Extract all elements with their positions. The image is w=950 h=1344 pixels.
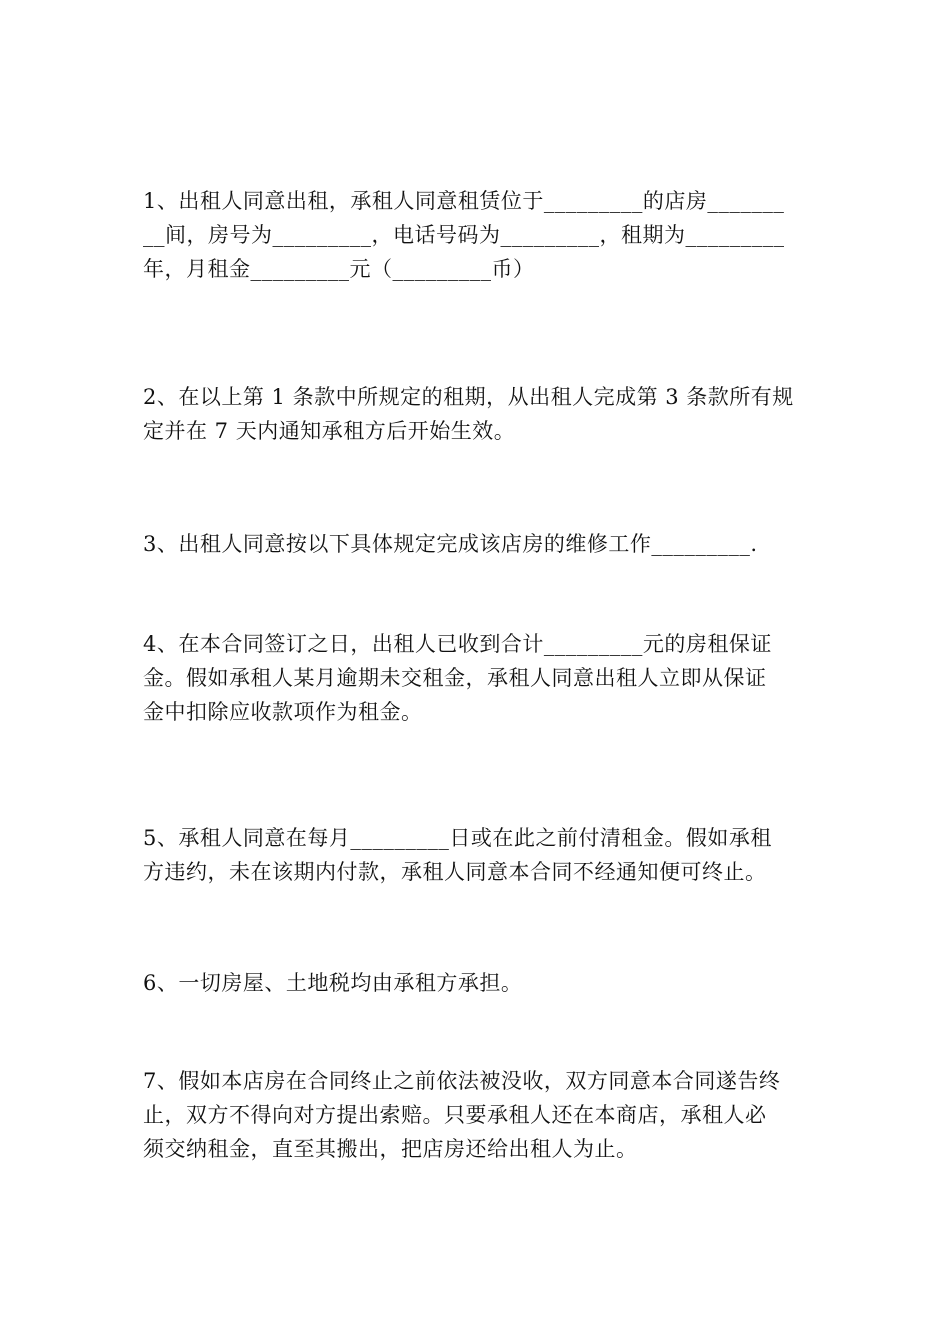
clause-3-line-1: 3、出租人同意按以下具体规定完成该店房的维修工作_________. <box>143 532 758 556</box>
clause-2-line-2: 定并在 7 天内通知承租方后开始生效。 <box>143 419 516 443</box>
clause-7-line-2: 止，双方不得向对方提出索赔。只要承租人还在本商店，承租人必 <box>143 1103 767 1127</box>
clause-6 <box>143 960 522 1006</box>
clause-5-line-1: 5、承租人同意在每月_________日或在此之前付清租金。假如承租 <box>143 826 772 850</box>
clause-6-line-1: 6、一切房屋、土地税均由承租方承担。 <box>143 971 523 995</box>
clause-5 <box>143 815 772 895</box>
clause-2-line-1: 2、在以上第 1 条款中所规定的租期，从出租人完成第 3 条款所有规 <box>143 385 794 409</box>
clause-7-line-1: 7、假如本店房在合同终止之前依法被没收，双方同意本合同遂告终 <box>143 1069 781 1093</box>
clause-3 <box>143 521 758 567</box>
clause-1-line-3: 年，月租金_________元（_________币） <box>143 257 535 281</box>
clause-4-line-2: 金。假如承租人某月逾期未交租金，承租人同意出租人立即从保证 <box>143 666 767 690</box>
clause-1-line-1: 1、出租人同意出租，承租人同意租赁位于_________的店房_______ <box>143 189 785 213</box>
clause-4-line-3: 金中扣除应收款项作为租金。 <box>143 700 423 724</box>
clause-1-line-2: __间，房号为_________，电话号码为_________，租期为_________ <box>143 223 785 247</box>
clause-5-line-2: 方违约，未在该期内付款，承租人同意本合同不经通知便可终止。 <box>143 860 767 884</box>
clause-7 <box>143 1058 780 1172</box>
clause-7-line-3: 须交纳租金，直至其搬出，把店房还给出租人为止。 <box>143 1137 638 1161</box>
clause-1 <box>143 178 785 292</box>
clause-4 <box>143 621 772 735</box>
clause-4-line-1: 4、在本合同签订之日，出租人已收到合计_________元的房租保证 <box>143 632 772 656</box>
clause-2 <box>143 374 794 454</box>
